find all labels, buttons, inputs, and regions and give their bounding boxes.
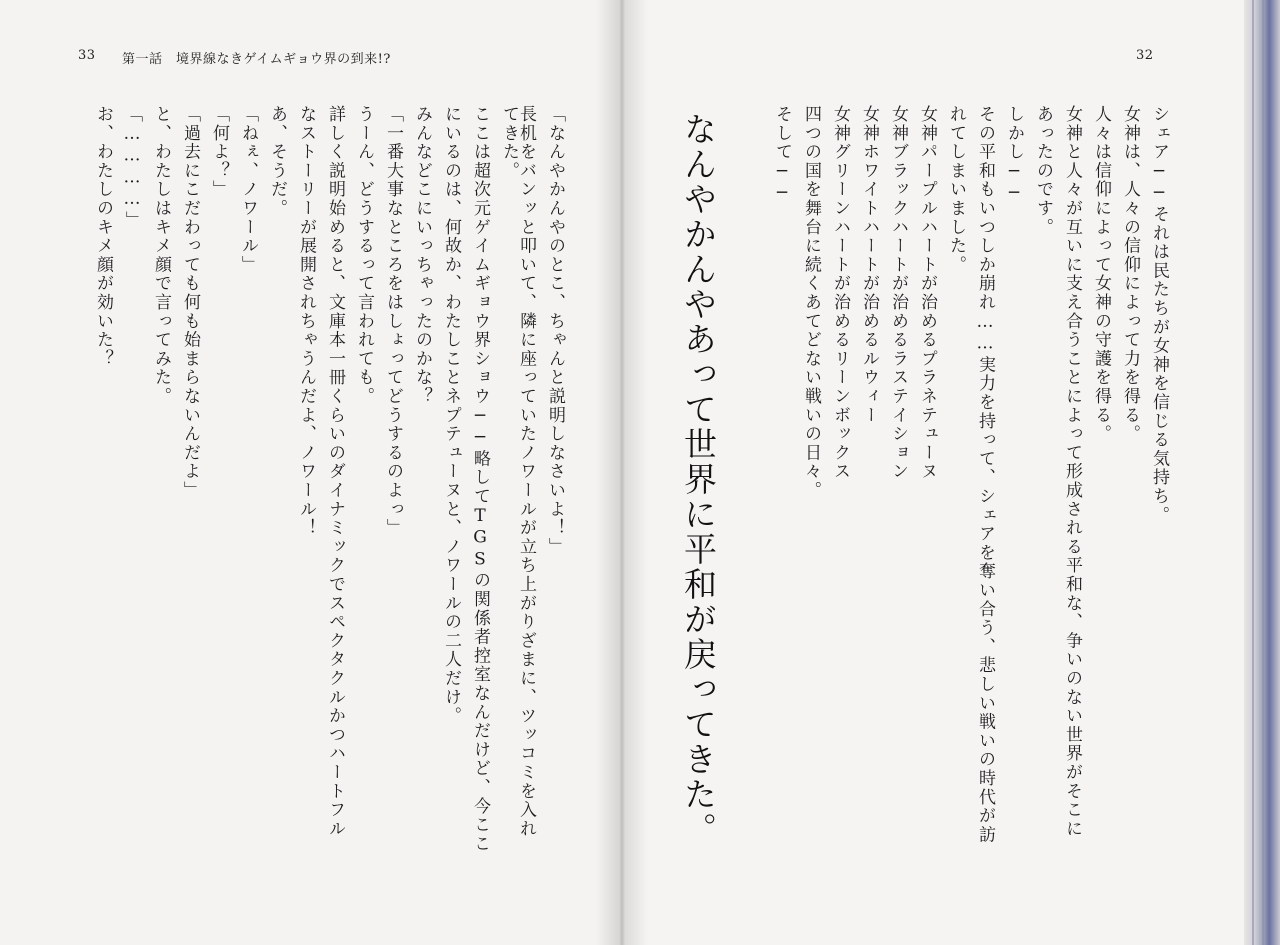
page-edge-line — [1252, 0, 1254, 945]
left-text-line: 「なんやかんやのとこ、ちゃんと説明しなさいよ！」 — [545, 105, 565, 557]
right-text-line: れてしまいました。 — [946, 105, 966, 275]
left-text-line: と、わたしはキメ顔で言ってみた。 — [151, 105, 171, 406]
right-text-line: 女神ブラックハートが治めるラステイション — [888, 105, 908, 481]
right-text-line: 女神と人々が互いに支え合うことによって形成される平和な、争いのない世界がそこに — [1062, 105, 1082, 839]
page-edge-line — [1262, 0, 1264, 945]
right-text-line: しかし── — [1004, 105, 1024, 205]
left-text-line: あ、そうだ。 — [267, 105, 287, 218]
left-text-line: なストーリーが展開されちゃうんだよ、ノワール！ — [296, 105, 316, 538]
left-text-line: みんなどこにいっちゃったのかな？ — [412, 105, 432, 406]
right-text-line: 四つの国を舞台に続くあてどない戦いの日々。 — [801, 105, 821, 500]
left-text-line: にいるのは、何故か、わたしことネプテューヌと、ノワールの二人だけ。 — [441, 105, 461, 726]
right-page — [622, 0, 1244, 945]
left-text-line: てきた。 — [499, 105, 519, 181]
left-text-line: 「一番大事なところをはしょってどうするのよっ」 — [383, 105, 403, 538]
chapter-title: 第一話 境界線なきゲイムギョウ界の到来!? — [122, 52, 391, 67]
right-text-line: シェア──それは民たちが女神を信じる気持ち。 — [1149, 105, 1169, 525]
right-text-line: 女神ホワイトハートが治めるルウィー — [859, 105, 879, 425]
right-text-line: 人々は信仰によって女神の守護を得る。 — [1091, 105, 1111, 444]
left-text-line: ここは超次元ゲイムギョウ界ショウ──略してTGSの関係者控室なんだけど、今ここ — [470, 105, 490, 854]
right-text-line: あったのです。 — [1033, 105, 1053, 237]
left-page-number: 33 — [78, 48, 96, 63]
left-text-line: 「…………」 — [122, 105, 142, 230]
left-text-line: 「過去にこだわっても何も始まらないんだよ」 — [180, 105, 200, 500]
left-text-line: 詳しく説明始めると、文庫本一冊くらいのダイナミックでスペクタクルかつハートフル — [325, 105, 345, 839]
right-text-line: 女神は、人々の信仰によって力を得る。 — [1120, 105, 1140, 444]
right-text-line: 女神グリーンハートが治めるリーンボックス — [830, 105, 850, 481]
right-text-line: その平和もいつしか崩れ……実力を持って、シェアを奪い合う、悲しい戦いの時代が訪 — [975, 105, 995, 845]
right-text-line: そして── — [772, 105, 792, 205]
section-headline: なんやかんやあって世界に平和が戻ってきた。 — [679, 112, 718, 847]
right-text-line: 女神パープルハートが治めるプラネテューヌ — [917, 105, 937, 481]
left-text-line: うーん、どうするって言われても。 — [354, 105, 374, 406]
left-page — [0, 0, 622, 945]
book-gutter-shadow — [596, 0, 648, 945]
left-text-line: 長机をバンッと叩いて、隣に座っていたノワールが立ち上がりざまに、ツッコミを入れ — [516, 105, 536, 839]
left-text-line: 「何よ？」 — [209, 105, 229, 199]
right-page-number: 32 — [1136, 48, 1154, 63]
left-text-line: 「ねぇ、ノワール」 — [238, 105, 258, 275]
left-text-line: お、わたしのキメ顔が効いた？ — [93, 105, 113, 369]
